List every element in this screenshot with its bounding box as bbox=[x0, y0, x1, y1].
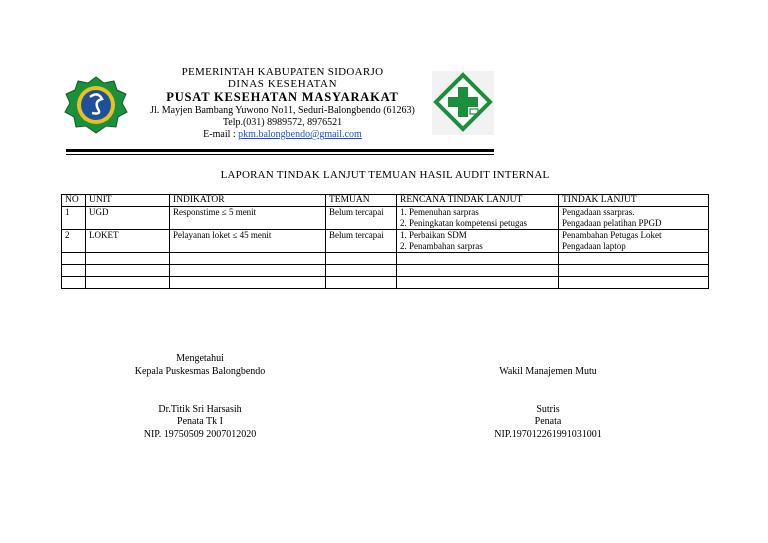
cell-unit: UGD bbox=[86, 207, 170, 230]
header-rencana: RENCANA TINDAK LANJUT bbox=[397, 195, 559, 207]
cell-unit: LOKET bbox=[86, 230, 170, 253]
sig-left-acknowledge: Mengetahui bbox=[176, 353, 224, 364]
header-rule-thin bbox=[66, 154, 494, 155]
sig-right-position: Wakil Manajemen Mutu bbox=[499, 366, 597, 377]
cell-no: 2 bbox=[62, 230, 86, 253]
table-row-empty bbox=[62, 253, 709, 265]
rencana-item: 1. Perbaikan SDM bbox=[400, 230, 467, 240]
email-link[interactable]: pkm.balongbendo@gmail.com bbox=[238, 129, 362, 140]
sig-right-nip: NIP.197012261991031001 bbox=[494, 429, 602, 440]
puskesmas-logo bbox=[432, 71, 494, 135]
rencana-item: 2. Peningkatan kompetensi petugas bbox=[400, 218, 527, 228]
cell-tindak bbox=[559, 230, 709, 253]
phone: Telp.(031) 8989572, 8976521 bbox=[222, 117, 343, 128]
sig-left-nip: NIP. 19750509 2007012020 bbox=[143, 429, 257, 440]
table-header-row bbox=[62, 195, 709, 207]
audit-table bbox=[61, 194, 709, 289]
header-temuan: TEMUAN bbox=[326, 195, 397, 207]
cell-rencana bbox=[397, 207, 559, 230]
report-title: LAPORAN TINDAK LANJUT TEMUAN HASIL AUDIT INTERNAL bbox=[220, 169, 550, 181]
tindak-item: Penambahan Petugas Loket bbox=[562, 230, 662, 240]
letterhead bbox=[130, 66, 435, 141]
header-no: NO bbox=[62, 195, 86, 207]
cell-indikator: Responstime ≤ 5 menit bbox=[170, 207, 326, 230]
header-unit: UNIT bbox=[86, 195, 170, 207]
cell-indikator: Pelayanan loket ≤ 45 menit bbox=[170, 230, 326, 253]
sig-right-name: Sutris bbox=[536, 404, 560, 415]
tindak-item: Pengadaan pelatihan PPGD bbox=[562, 218, 662, 228]
sig-left-name: Dr.Titik Sri Harsasih bbox=[158, 404, 242, 415]
sig-right-rank: Penata bbox=[534, 416, 562, 427]
table-row-empty bbox=[62, 277, 709, 289]
rencana-item: 1. Pemenuhan sarpras bbox=[400, 207, 479, 217]
rencana-item: 2. Penambahan sarpras bbox=[400, 241, 483, 251]
sidoarjo-emblem-logo bbox=[62, 75, 130, 135]
govt-name: PEMERINTAH KABUPATEN SIDOARJO bbox=[181, 66, 384, 78]
header-indikator: INDIKATOR bbox=[170, 195, 326, 207]
table-row bbox=[62, 207, 709, 230]
cell-no: 1 bbox=[62, 207, 86, 230]
cell-rencana bbox=[397, 230, 559, 253]
agency-name: DINAS KESEHATAN bbox=[227, 78, 338, 90]
email-label: E-mail : bbox=[203, 129, 239, 140]
header-rule-thick bbox=[66, 149, 494, 152]
cell-temuan: Belum tercapai bbox=[326, 207, 397, 230]
email-line bbox=[130, 129, 435, 141]
cell-tindak bbox=[559, 207, 709, 230]
table-row-empty bbox=[62, 265, 709, 277]
tindak-item: Pengadaan ssarpras. bbox=[562, 207, 635, 217]
sig-left-position: Kepala Puskesmas Balongbendo bbox=[134, 366, 266, 377]
institution-name: PUSAT KESEHATAN MASYARAKAT bbox=[166, 90, 399, 104]
header-tindak: TINDAK LANJUT bbox=[559, 195, 709, 207]
address: Jl. Mayjen Bambang Yuwono No11, Seduri-Balongbendo (61263) bbox=[150, 105, 415, 116]
tindak-item: Pengadaan laptop bbox=[562, 241, 626, 251]
sig-left-rank: Penata Tk I bbox=[177, 416, 223, 427]
table-row bbox=[62, 230, 709, 253]
cell-temuan: Belum tercapai bbox=[326, 230, 397, 253]
